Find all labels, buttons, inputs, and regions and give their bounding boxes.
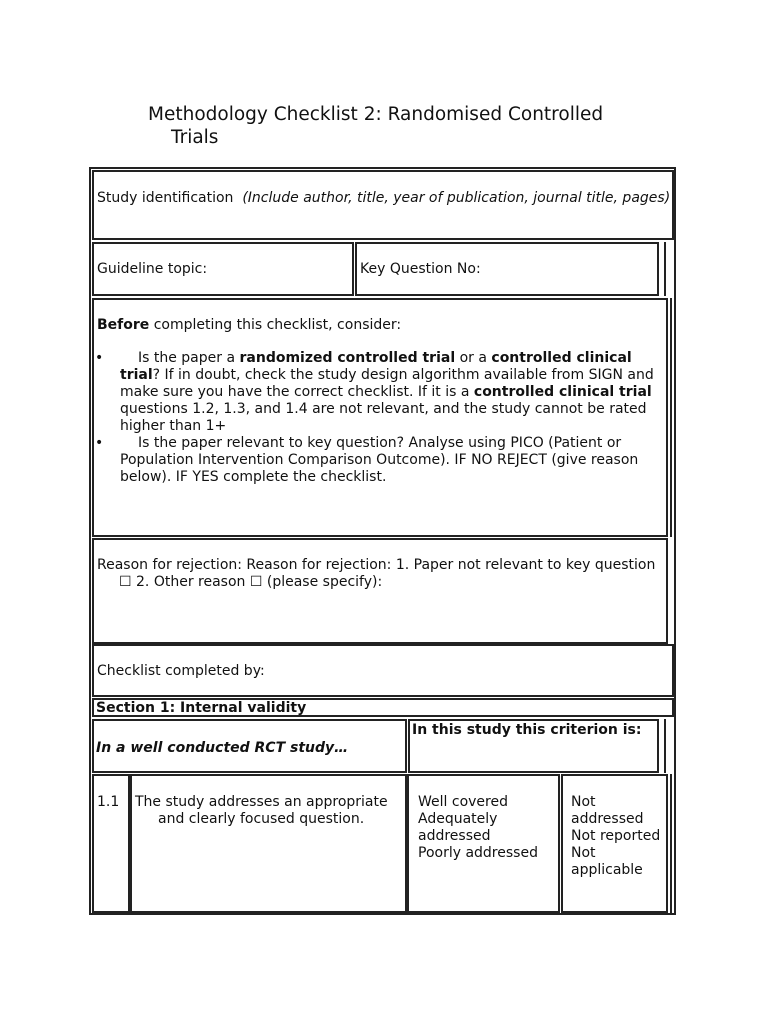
completed-by-label: Checklist completed by: — [97, 663, 265, 679]
before-lead-rest: completing this checklist, consider: — [149, 317, 402, 333]
criteria-header-right — [408, 719, 659, 773]
before-completing-cell — [92, 298, 668, 537]
rating-options-a-cell[interactable] — [407, 774, 560, 913]
guideline-topic-cell[interactable] — [92, 242, 354, 296]
guideline-topic-label: Guideline topic: — [97, 261, 208, 277]
section-1-label: Section 1: Internal validity — [96, 700, 307, 716]
cell-divider — [670, 298, 672, 537]
rating-option-well-covered[interactable]: Well covered — [418, 794, 508, 810]
rejection-text-1: Reason for rejection: Reason for rejection: 1. Paper not relevant to key question — [97, 557, 656, 573]
rating-option-adequately-addressed[interactable]: Adequately addressed — [418, 811, 498, 844]
consideration-list — [95, 350, 667, 486]
rejection-text-2: 2. Other reason — [136, 574, 246, 590]
rating-option-not-reported[interactable]: Not reported — [571, 828, 661, 844]
page-title-line1: Methodology Checklist 2: Randomised Controlled — [148, 104, 604, 125]
cell-divider — [670, 774, 672, 913]
criteria-header-left — [92, 719, 407, 773]
rating-option-not-applicable[interactable]: Not applicable — [571, 845, 643, 878]
key-question-cell[interactable] — [355, 242, 659, 296]
other-reason-checkbox[interactable]: ☐ — [249, 574, 263, 590]
not-relevant-checkbox[interactable]: ☐ — [119, 574, 132, 590]
study-identification-label: Study identification — [97, 190, 234, 206]
rating-option-poorly-addressed[interactable]: Poorly addressed — [418, 845, 538, 861]
criteria-header-right-label: In this study this criterion is: — [412, 722, 642, 738]
before-lead-bold: Before — [97, 317, 150, 333]
key-question-label: Key Question No: — [360, 261, 481, 277]
rating-option-not-addressed[interactable]: Not addressed — [571, 794, 644, 827]
section-1-header — [92, 698, 674, 717]
rejection-text-3: (please specify): — [266, 574, 383, 590]
consideration-item-relevance: • Is the paper relevant to key question? Analyse using PICO (Patient or Population Intervention Comparison Outcome). IF NO REJECT (give reason below). IF YES complete the checklist. — [95, 435, 667, 486]
page-title-line2: Trials — [171, 127, 219, 148]
criteria-header-left-label: In a well conducted RCT study… — [96, 740, 349, 756]
cell-divider — [664, 242, 666, 296]
consideration-item-rct: • Is the paper a randomized controlled trial or a controlled clinical trial? If in doubt, check the study design algorithm available from SIGN and make sure you have the correct checklist. If it is a controlled clinical trial questions 1.2, 1.3, and 1.4 are not relevant, and the study cannot be rated higher than 1+ — [95, 350, 667, 435]
rating-options-b-cell[interactable] — [561, 774, 668, 913]
criterion-number-cell — [92, 774, 130, 913]
study-identification-hint: (Include author, title, year of publication, journal title, pages) — [242, 190, 671, 206]
criterion-text-cell — [130, 774, 407, 913]
study-identification-cell[interactable] — [92, 170, 674, 240]
criterion-text: The study addresses an appropriate and clearly focused question. — [135, 794, 388, 827]
cell-divider — [664, 719, 666, 773]
page-title — [148, 103, 688, 149]
completed-by-cell[interactable] — [92, 644, 674, 697]
rejection-reason-cell[interactable] — [92, 538, 668, 644]
criterion-number: 1.1 — [97, 794, 120, 810]
